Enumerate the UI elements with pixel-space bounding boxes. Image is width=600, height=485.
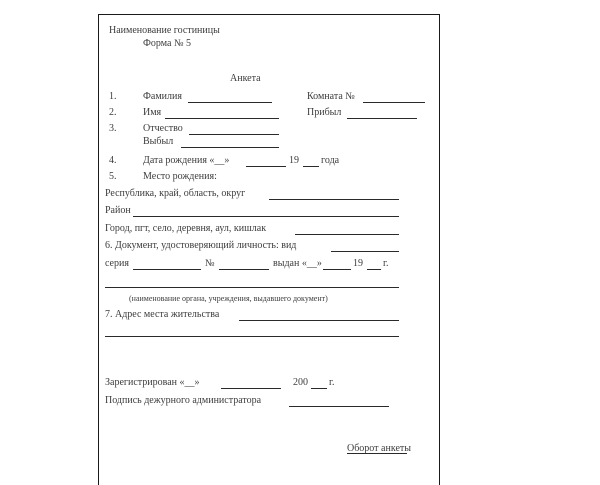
- city-label: Город, пгт, село, деревня, аул, кишлак: [105, 223, 267, 234]
- district-label: Район: [105, 205, 131, 216]
- issuer-field-line[interactable]: [105, 287, 399, 288]
- item-number-1: 1.: [109, 91, 117, 102]
- id-document-type-line[interactable]: [331, 251, 399, 252]
- region-label: Республика, край, область, округ: [105, 188, 246, 199]
- doc-number-line[interactable]: [219, 269, 269, 270]
- id-document-label: 6. Документ, удостоверяющий личность: вид: [105, 240, 297, 251]
- surname-field-line[interactable]: [188, 102, 272, 103]
- item-number-3: 3.: [109, 123, 117, 134]
- registered-g: г.: [329, 377, 335, 388]
- hotel-name-label: Наименование гостиницы: [109, 25, 220, 36]
- departed-label: Выбыл: [143, 136, 174, 147]
- region-field-line[interactable]: [269, 199, 399, 200]
- form-title: Анкета: [230, 73, 261, 84]
- city-field-line[interactable]: [295, 234, 399, 235]
- address-field-line-2[interactable]: [105, 336, 399, 337]
- issued-month-line[interactable]: [323, 269, 351, 270]
- back-side-underline: [347, 453, 407, 454]
- form-number: Форма № 5: [143, 38, 191, 49]
- series-field-line[interactable]: [133, 269, 201, 270]
- registration-form-sheet: [98, 14, 440, 485]
- registered-label: Зарегистрирован «__»: [105, 377, 200, 388]
- admin-signature-line[interactable]: [289, 406, 389, 407]
- issued-year-prefix: 19: [353, 258, 363, 269]
- patronymic-label: Отчество: [143, 123, 183, 134]
- issued-label: выдан «__»: [273, 258, 322, 269]
- birth-year-line[interactable]: [303, 166, 319, 167]
- registered-year-line[interactable]: [311, 388, 327, 389]
- registered-year-prefix: 200: [293, 377, 308, 388]
- address-field-line-1[interactable]: [239, 320, 399, 321]
- birth-month-line[interactable]: [246, 166, 286, 167]
- series-label: серия: [105, 258, 129, 269]
- item-number-4: 4.: [109, 155, 117, 166]
- room-field-line[interactable]: [363, 102, 425, 103]
- issued-year-line[interactable]: [367, 269, 381, 270]
- birth-place-label: Место рождения:: [143, 171, 217, 182]
- back-side-label: Оборот анкеты: [347, 443, 411, 454]
- room-label: Комната №: [307, 91, 355, 102]
- item-number-5: 5.: [109, 171, 117, 182]
- issuer-caption: (наименование органа, учреждения, выдавшего документ): [129, 294, 328, 303]
- arrived-field-line[interactable]: [347, 118, 417, 119]
- birth-year-prefix: 19: [289, 155, 299, 166]
- departed-field-line[interactable]: [181, 147, 279, 148]
- name-label: Имя: [143, 107, 162, 118]
- patronymic-field-line[interactable]: [189, 134, 279, 135]
- district-field-line[interactable]: [133, 216, 399, 217]
- address-label: 7. Адрес места жительства: [105, 309, 220, 320]
- issued-g: г.: [383, 258, 389, 269]
- surname-label: Фамилия: [143, 91, 182, 102]
- year-word: года: [321, 155, 340, 166]
- arrived-label: Прибыл: [307, 107, 342, 118]
- registered-month-line[interactable]: [221, 388, 281, 389]
- birth-date-label: Дата рождения «__»: [143, 155, 230, 166]
- item-number-2: 2.: [109, 107, 117, 118]
- admin-signature-label: Подпись дежурного администратора: [105, 395, 262, 406]
- doc-number-label: №: [205, 258, 215, 269]
- name-field-line[interactable]: [165, 118, 279, 119]
